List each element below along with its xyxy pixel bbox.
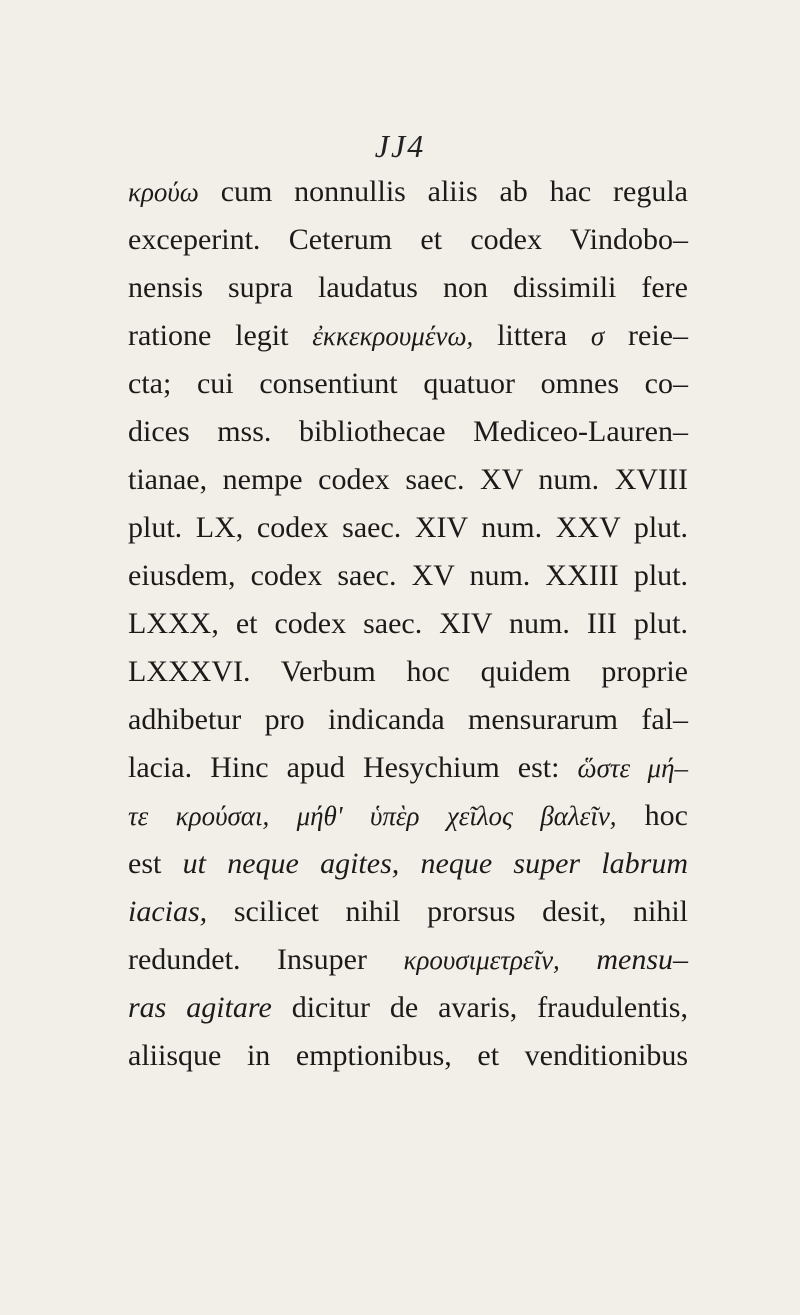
text-line [128,312,688,360]
text-line [128,216,688,264]
italic-text: ut neque agites, neque super labrum [182,847,688,880]
italic-text: iacias, [128,895,208,928]
text-segment: littera [473,319,591,352]
text-line [128,552,688,600]
text-line [128,696,688,744]
text-segment: cum nonnullis aliis ab hac regula [198,175,688,208]
text-segment: nensis supra laudatus non dissimili fere [128,271,688,304]
text-segment: ratione legit [128,319,313,352]
text-segment: reie– [604,319,688,352]
text-segment: adhibetur pro indicanda mensurarum fal– [128,703,688,736]
text-segment: tianae, nempe codex saec. XV num. XVIII [128,463,688,496]
italic-text: ras agitare [128,991,272,1024]
greek-text: ἐκκεκρουμένω, [312,321,474,351]
text-segment: lacia. Hinc apud Hesychium est: [128,751,578,784]
text-line [128,648,688,696]
text-line [128,888,688,936]
text-segment: exceperint. Ceterum et codex Vindobo– [128,223,688,256]
text-line [128,840,688,888]
text-segment: cta; cui consentiunt quatuor omnes co– [128,367,688,400]
text-line [128,936,688,984]
text-segment: LXXX, et codex saec. XIV num. III plut. [128,607,688,640]
text-line [128,792,688,840]
text-segment: redundet. Insuper [128,943,404,976]
greek-text: ὥστε μή– [577,753,688,783]
greek-text: σ [590,321,605,351]
text-segment: dices mss. bibliothecae Mediceo-Lauren– [128,415,688,448]
text-line [128,984,688,1032]
text-line [128,360,688,408]
text-line [128,504,688,552]
greek-text: κρούω [128,177,199,207]
text-line [128,744,688,792]
text-segment: scilicet nihil prorsus desit, nihil [207,895,688,928]
body-text [128,168,688,1080]
italic-text: mensu– [559,943,688,976]
text-line [128,168,688,216]
text-segment: eiusdem, codex saec. XV num. XXIII plut. [128,559,688,592]
text-line [128,1032,688,1080]
text-line [128,456,688,504]
text-segment: plut. LX, codex saec. XIV num. XXV plut. [128,511,688,544]
text-segment: dicitur de avaris, fraudulentis, [271,991,688,1024]
greek-text: τε κρούσαι, μήθ' ὑπὲρ χεῖλος βαλεῖν, [128,801,617,831]
text-segment: aliisque in emptionibus, et venditionibus [128,1039,688,1072]
text-line [128,264,688,312]
text-segment: LXXXVI. Verbum hoc quidem proprie [128,655,688,688]
page-number: JJ4 [374,128,426,164]
text-segment: est [128,847,183,880]
greek-text: κρουσιμετρεῖν, [403,945,560,975]
text-line [128,600,688,648]
text-line [128,408,688,456]
text-segment: hoc [616,799,688,832]
